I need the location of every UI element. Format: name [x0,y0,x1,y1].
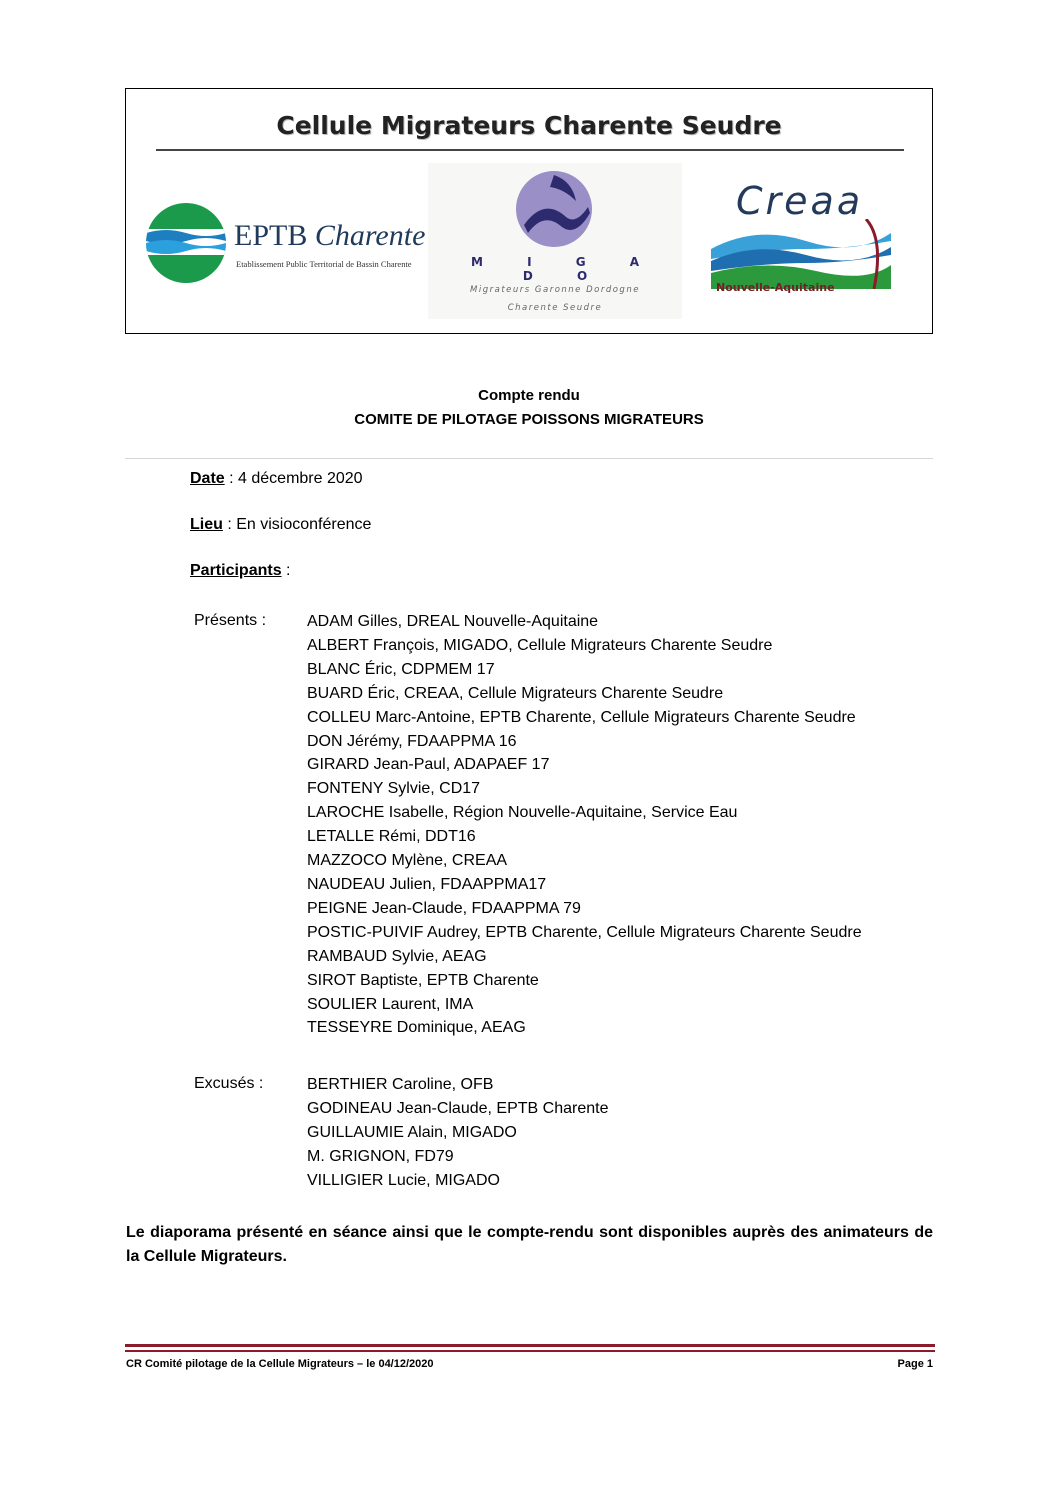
list-item: ALBERT François, MIGADO, Cellule Migrateurs Charente Seudre [307,636,773,654]
header-title: Cellule Migrateurs Charente Seudre [276,111,782,140]
migado-subtitle-1: Migrateurs Garonne Dordogne [470,285,640,295]
excuses-list [307,1073,608,1193]
participants-suffix: : [281,562,291,579]
list-item: ADAM Gilles, DREAL Nouvelle-Aquitaine [307,613,599,630]
lieu-field [190,516,371,534]
list-item: GUILLAUMIE Alain, MIGADO [307,1123,517,1141]
list-item: VILLIGIER Lucie, MIGADO [307,1171,500,1189]
list-item: MAZZOCO Mylène, CREAA [307,852,508,870]
header-divider [156,149,904,151]
date-label: Date [190,470,225,487]
eptb-name-part2: Charente [314,219,426,252]
creaa-name: Creaa [736,179,864,223]
eptb-globe-icon [146,201,226,285]
title-separator [125,458,933,459]
migado-name: M I G A D O [470,255,660,283]
list-item: SIROT Baptiste, EPTB Charente [307,971,539,989]
doc-title-line-2: COMITE DE PILOTAGE POISSONS MIGRATEURS [354,411,704,428]
footer-rule-bottom [125,1350,935,1352]
list-item: LETALLE Rémi, DDT16 [307,828,476,846]
lieu-label: Lieu [190,516,223,533]
list-item: GODINEAU Jean-Claude, EPTB Charente [307,1099,609,1117]
list-item: NAUDEAU Julien, FDAAPPMA17 [307,875,547,893]
creaa-region: Nouvelle-Aquitaine [716,281,835,294]
participants-field [190,562,290,580]
list-item: RAMBAUD Sylvie, AEAG [307,947,487,965]
creaa-logo [706,179,906,309]
list-item: M. GRIGNON, FD79 [307,1147,454,1165]
migado-fish-icon [514,167,594,251]
date-value: : 4 décembre 2020 [224,470,363,487]
list-item: BERTHIER Caroline, OFB [307,1076,494,1093]
list-item: TESSEYRE Dominique, AEAG [307,1019,526,1037]
eptb-logo [146,199,426,289]
list-item: PEIGNE Jean-Claude, FDAAPPMA 79 [307,899,581,917]
list-item: BLANC Éric, CDPMEM 17 [307,660,495,678]
footer-caption: CR Comité pilotage de la Cellule Migrateurs – le 04/12/2020 [126,1358,434,1370]
header-banner [125,88,933,334]
lieu-value: : En visioconférence [222,516,372,533]
closing-note: Le diaporama présenté en séance ainsi que le compte-rendu sont disponibles auprès des animateurs de la Cellule Migrateurs. [126,1224,933,1265]
presents-label: Présents : [194,612,267,629]
participants-label: Participants [190,562,282,579]
list-item: LAROCHE Isabelle, Région Nouvelle-Aquitaine, Service Eau [307,804,738,822]
list-item: GIRARD Jean-Paul, ADAPAEF 17 [307,756,550,774]
list-item: DON Jérémy, FDAAPPMA 16 [307,732,517,750]
presents-list [307,610,862,1040]
footer-rule-top [125,1344,935,1347]
list-item: COLLEU Marc-Antoine, EPTB Charente, Cellule Migrateurs Charente Seudre [307,708,856,726]
eptb-subtitle: Etablissement Public Territorial de Bassin Charente [236,259,412,269]
excuses-label: Excusés : [194,1075,264,1092]
date-field [190,470,363,488]
migado-logo [428,163,682,319]
list-item: FONTENY Sylvie, CD17 [307,780,481,798]
eptb-name-part1: EPTB [234,219,308,252]
migado-subtitle-2: Charente Seudre [507,303,603,313]
list-item: SOULIER Laurent, IMA [307,995,474,1013]
doc-title-line-1: Compte rendu [478,387,580,404]
list-item: BUARD Éric, CREAA, Cellule Migrateurs Charente Seudre [307,684,724,702]
page-number: Page 1 [897,1358,933,1370]
list-item: POSTIC-PUIVIF Audrey, EPTB Charente, Cellule Migrateurs Charente Seudre [307,923,862,941]
